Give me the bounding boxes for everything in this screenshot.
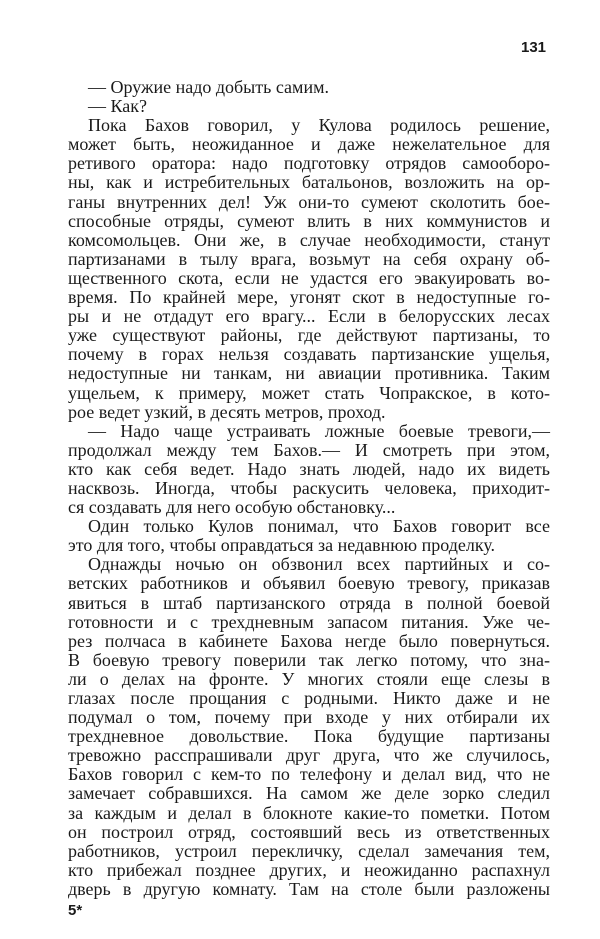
text-line: ветских работников и объявил боевую тревогу, приказав — [68, 573, 550, 594]
text-line: замечает собравшихся. На самом же деле зорко следил — [68, 783, 550, 804]
text-line: ганы внутренних дел! Уж они-то сумеют сколотить бое- — [68, 191, 550, 212]
text-line: — Как? — [88, 96, 147, 117]
text-line: ли о делах на фронте. У многих стояли еще слезы в — [68, 668, 550, 689]
text-line: он построил отряд, состоявший весь из ответственных — [68, 821, 550, 842]
page-number: 131 — [521, 39, 547, 56]
text-line: за каждым и делал в блокноте какие-то пометки. Потом — [68, 802, 550, 823]
text-line: время. По крайней мере, угонят скот в недоступные го- — [68, 287, 550, 308]
text-line: может быть, неожиданное и даже нежелательное для — [68, 134, 550, 155]
text-line: Один только Кулов понимал, что Бахов говорит все — [88, 516, 550, 537]
text-line: щественного скота, если не удастся его эвакуировать во- — [68, 267, 550, 288]
text-line: дверь в другую комнату. Там на столе были разложены — [68, 878, 550, 899]
text-line: партизанами в тылу врага, возьмут на себя охрану об- — [68, 248, 550, 269]
text-line: трехдневное довольствие. Пока будущие партизаны — [68, 726, 550, 747]
text-line: ущельем, к примеру, может стать Чопракское, в кото- — [68, 382, 550, 403]
text-line: тревожно расспрашивали друг друга, что же случилось, — [68, 745, 550, 766]
text-line: явиться в штаб партизанского отряда в полной боевой — [68, 592, 550, 613]
text-line: кто как себя ведет. Надо знать людей, надо их видеть — [68, 458, 550, 479]
text-line: рез полчаса в кабинете Бахова негде было повернуться. — [68, 630, 550, 651]
text-line: Бахов говорил с кем-то по телефону и делал вид, что не — [68, 764, 550, 785]
text-line: ретивого оратора: надо подготовку отрядов самооборо- — [68, 153, 550, 174]
text-line: рое ведет узкий, в десять метров, проход. — [68, 401, 386, 422]
text-line: Однажды ночью он обзвонил всех партийных и со- — [88, 554, 550, 575]
signature-mark: 5* — [68, 902, 83, 919]
text-line: глазах после прощания с родными. Никто даже и не — [68, 688, 550, 708]
text-line: готовности и с трехдневным запасом питания. Уже че- — [68, 611, 550, 632]
text-line: подумал о том, почему при входе у них отбирали их — [68, 707, 550, 728]
text-line: насквозь. Иногда, чтобы раскусить человека, приходит- — [68, 477, 550, 498]
text-line: Пока Бахов говорил, у Кулова родилось решение, — [88, 115, 550, 136]
text-line: почему в горах нельзя создавать партизанские ущелья, — [68, 344, 550, 365]
text-line: это для того, чтобы оправдаться за недавнюю проделку. — [68, 535, 496, 556]
text-line: ры и не отдадут его врагу... Если в белорусских лесах — [68, 306, 550, 327]
text-line: ны, как и истребительных батальонов, возложить на ор- — [68, 172, 550, 193]
text-line: уже существуют районы, где действуют партизаны, то — [68, 325, 550, 346]
text-line: — Оружие надо добыть самим. — [88, 77, 329, 97]
text-line: кто прибежал позднее других, и неожиданно распахнул — [68, 859, 550, 880]
text-line: способные отряды, сумеют влить в них коммунистов и — [68, 210, 550, 231]
text-line: продолжал между тем Бахов.— И смотреть при этом, — [68, 439, 550, 460]
text-line: недоступные ни танкам, ни авиации противника. Таким — [68, 363, 550, 384]
body-text — [68, 78, 550, 899]
text-line: — Надо чаще устраивать ложные боевые тревоги,— — [88, 420, 550, 441]
text-line: комсомольцев. Они же, в случае необходимости, станут — [68, 229, 550, 250]
text-line: В боевую тревогу поверили так легко потому, что зна- — [68, 649, 550, 670]
text-line: ся создавать для него особую обстановку... — [68, 497, 396, 518]
text-line: работников, устроил перекличку, сделал замечания тем, — [68, 840, 550, 861]
